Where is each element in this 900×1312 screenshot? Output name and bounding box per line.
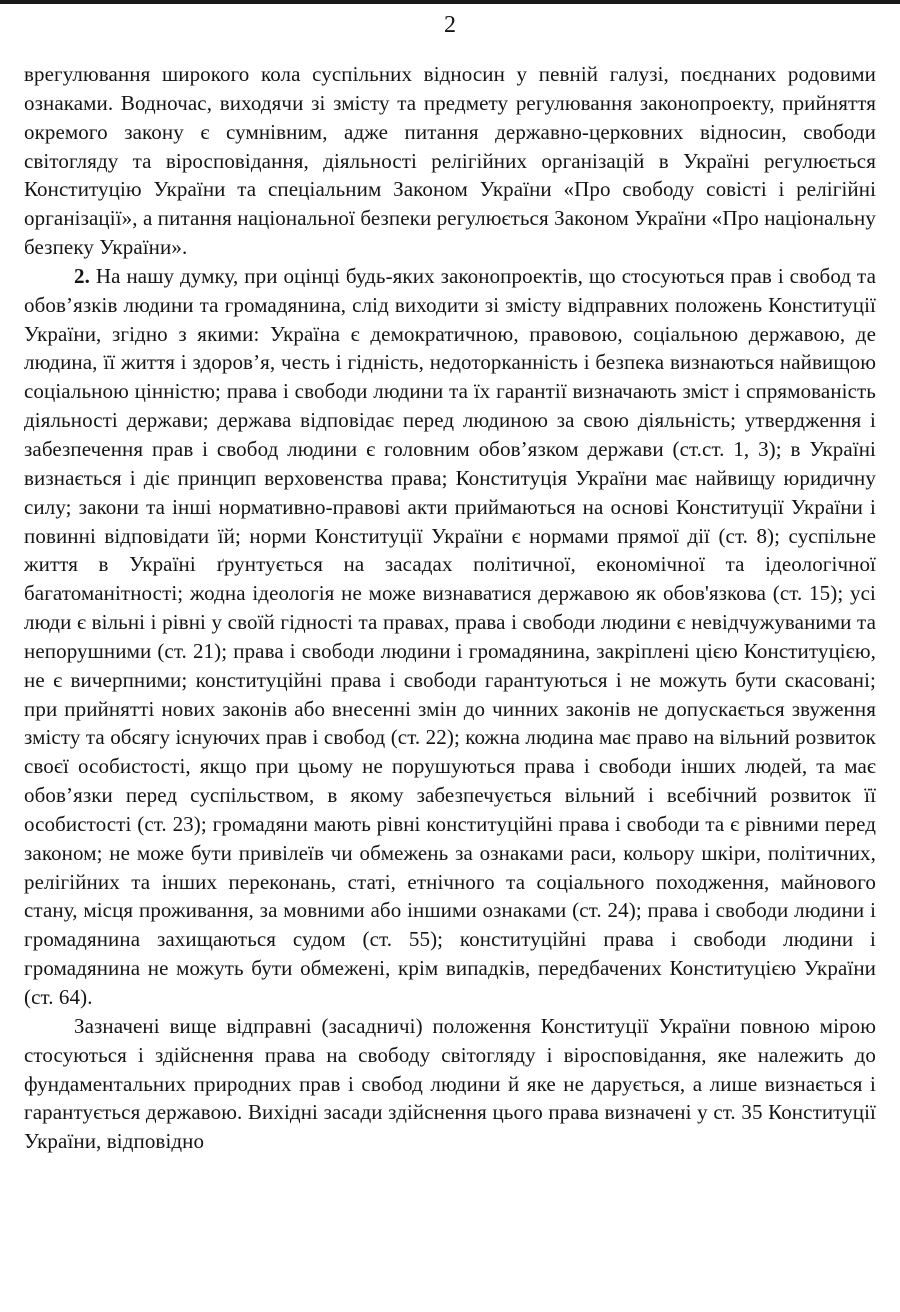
paragraph-continuation: врегулювання широкого кола суспільних відносин у певній галузі, поєднаних родовими ознаками. Водночас, виходячи зі змісту та предмету регулювання законопроекту, прийняття окремого закону є сумнівним, адже питання державно-церковних відносин, свободи світогляду та віросповідання, діяльності релігійних організацій в Україні регулюється Конституцію України та спеціальним Законом України «Про свободу совісті і релігійні організації», а питання національної безпеки регулюється Законом України «Про національну безпеку України». xyxy=(24,62,876,260)
document-body xyxy=(24,60,876,1156)
paragraph-final: Зазначені вище відправні (засадничі) положення Конституції України повною мірою стосуються і здійснення права на свободу світогляду і віросповідання, яке належить до фундаментальних природних прав і свобод людини й яке не дарується, а лише визнається і гарантується державою. Вихідні засади здійснення цього права визначені у ст. 35 Конституції України, відповідно xyxy=(24,1013,876,1154)
page-number: 2 xyxy=(444,12,456,38)
point-2-text: На нашу думку, при оцінці будь-яких законопроектів, що стосуються прав і свобод та обов’язків людини та громадянина, слід виходити зі змісту відправних положень Конституції України, згідно з якими: Україна є демократичною, правовою, соціальною державою, де людина, її життя і здоров’я, честь і гідність, недоторканність і безпека визнаються найвищою соціальною цінністю; права і свободи людини та їх гарантії визначають зміст і спрямованість діяльності держави; держава відповідає перед людиною за свою діяльність; утвердження і забезпечення прав і свобод людини є головним обов’язком держави (ст.ст. 1, 3); в Україні визнається і діє принцип верховенства права; Конституція України має найвищу юридичну силу; закони та інші нормативно-правові акти приймаються на основі Конституції України і повинні відповідати їй; норми Конституції України є нормами прямої дії (ст. 8); суспільне життя в Україні ґрунтується на засадах політичної, економічної та ідеологічної багатоманітності; жодна ідеологія не може визнаватися державою як обов'язкова (ст. 15); усі люди є вільні і рівні у своїй гідності та правах, права і свободи людини є невідчужуваними та непорушними (ст. 21); права і свободи людини і громадянина, закріплені цією Конституцією, не є вичерпними; конституційні права і свободи гарантуються і не можуть бути скасовані; при прийнятті нових законів або внесенні змін до чинних законів не допускається звуження змісту та обсягу існуючих прав і свобод (ст. 22); кожна людина має право на вільний розвиток своєї особистості, якщо при цьому не порушуються права і свободи інших людей, та має обов’язки перед суспільством, в якому забезпечується вільний і всебічний розвиток її особистості (ст. 23); громадяни мають рівні конституційні права і свободи та є рівними перед законом; не може бути привілеїв чи обмежень за ознаками раси, кольору шкіри, політичних, релігійних та інших переконань, статі, етнічного та соціального походження, майнового стану, місця проживання, за мовними або іншими ознаками (ст. 24); права і свободи людини і громадянина захищаються судом (ст. 55); конституційні права і свободи людини і громадянина не можуть бути обмежені, крім випадків, передбачених Конституцією України (ст. 64). xyxy=(24,263,876,1009)
paragraph-point-2 xyxy=(24,262,876,1012)
top-border xyxy=(0,0,900,4)
point-number: 2. xyxy=(74,263,90,288)
